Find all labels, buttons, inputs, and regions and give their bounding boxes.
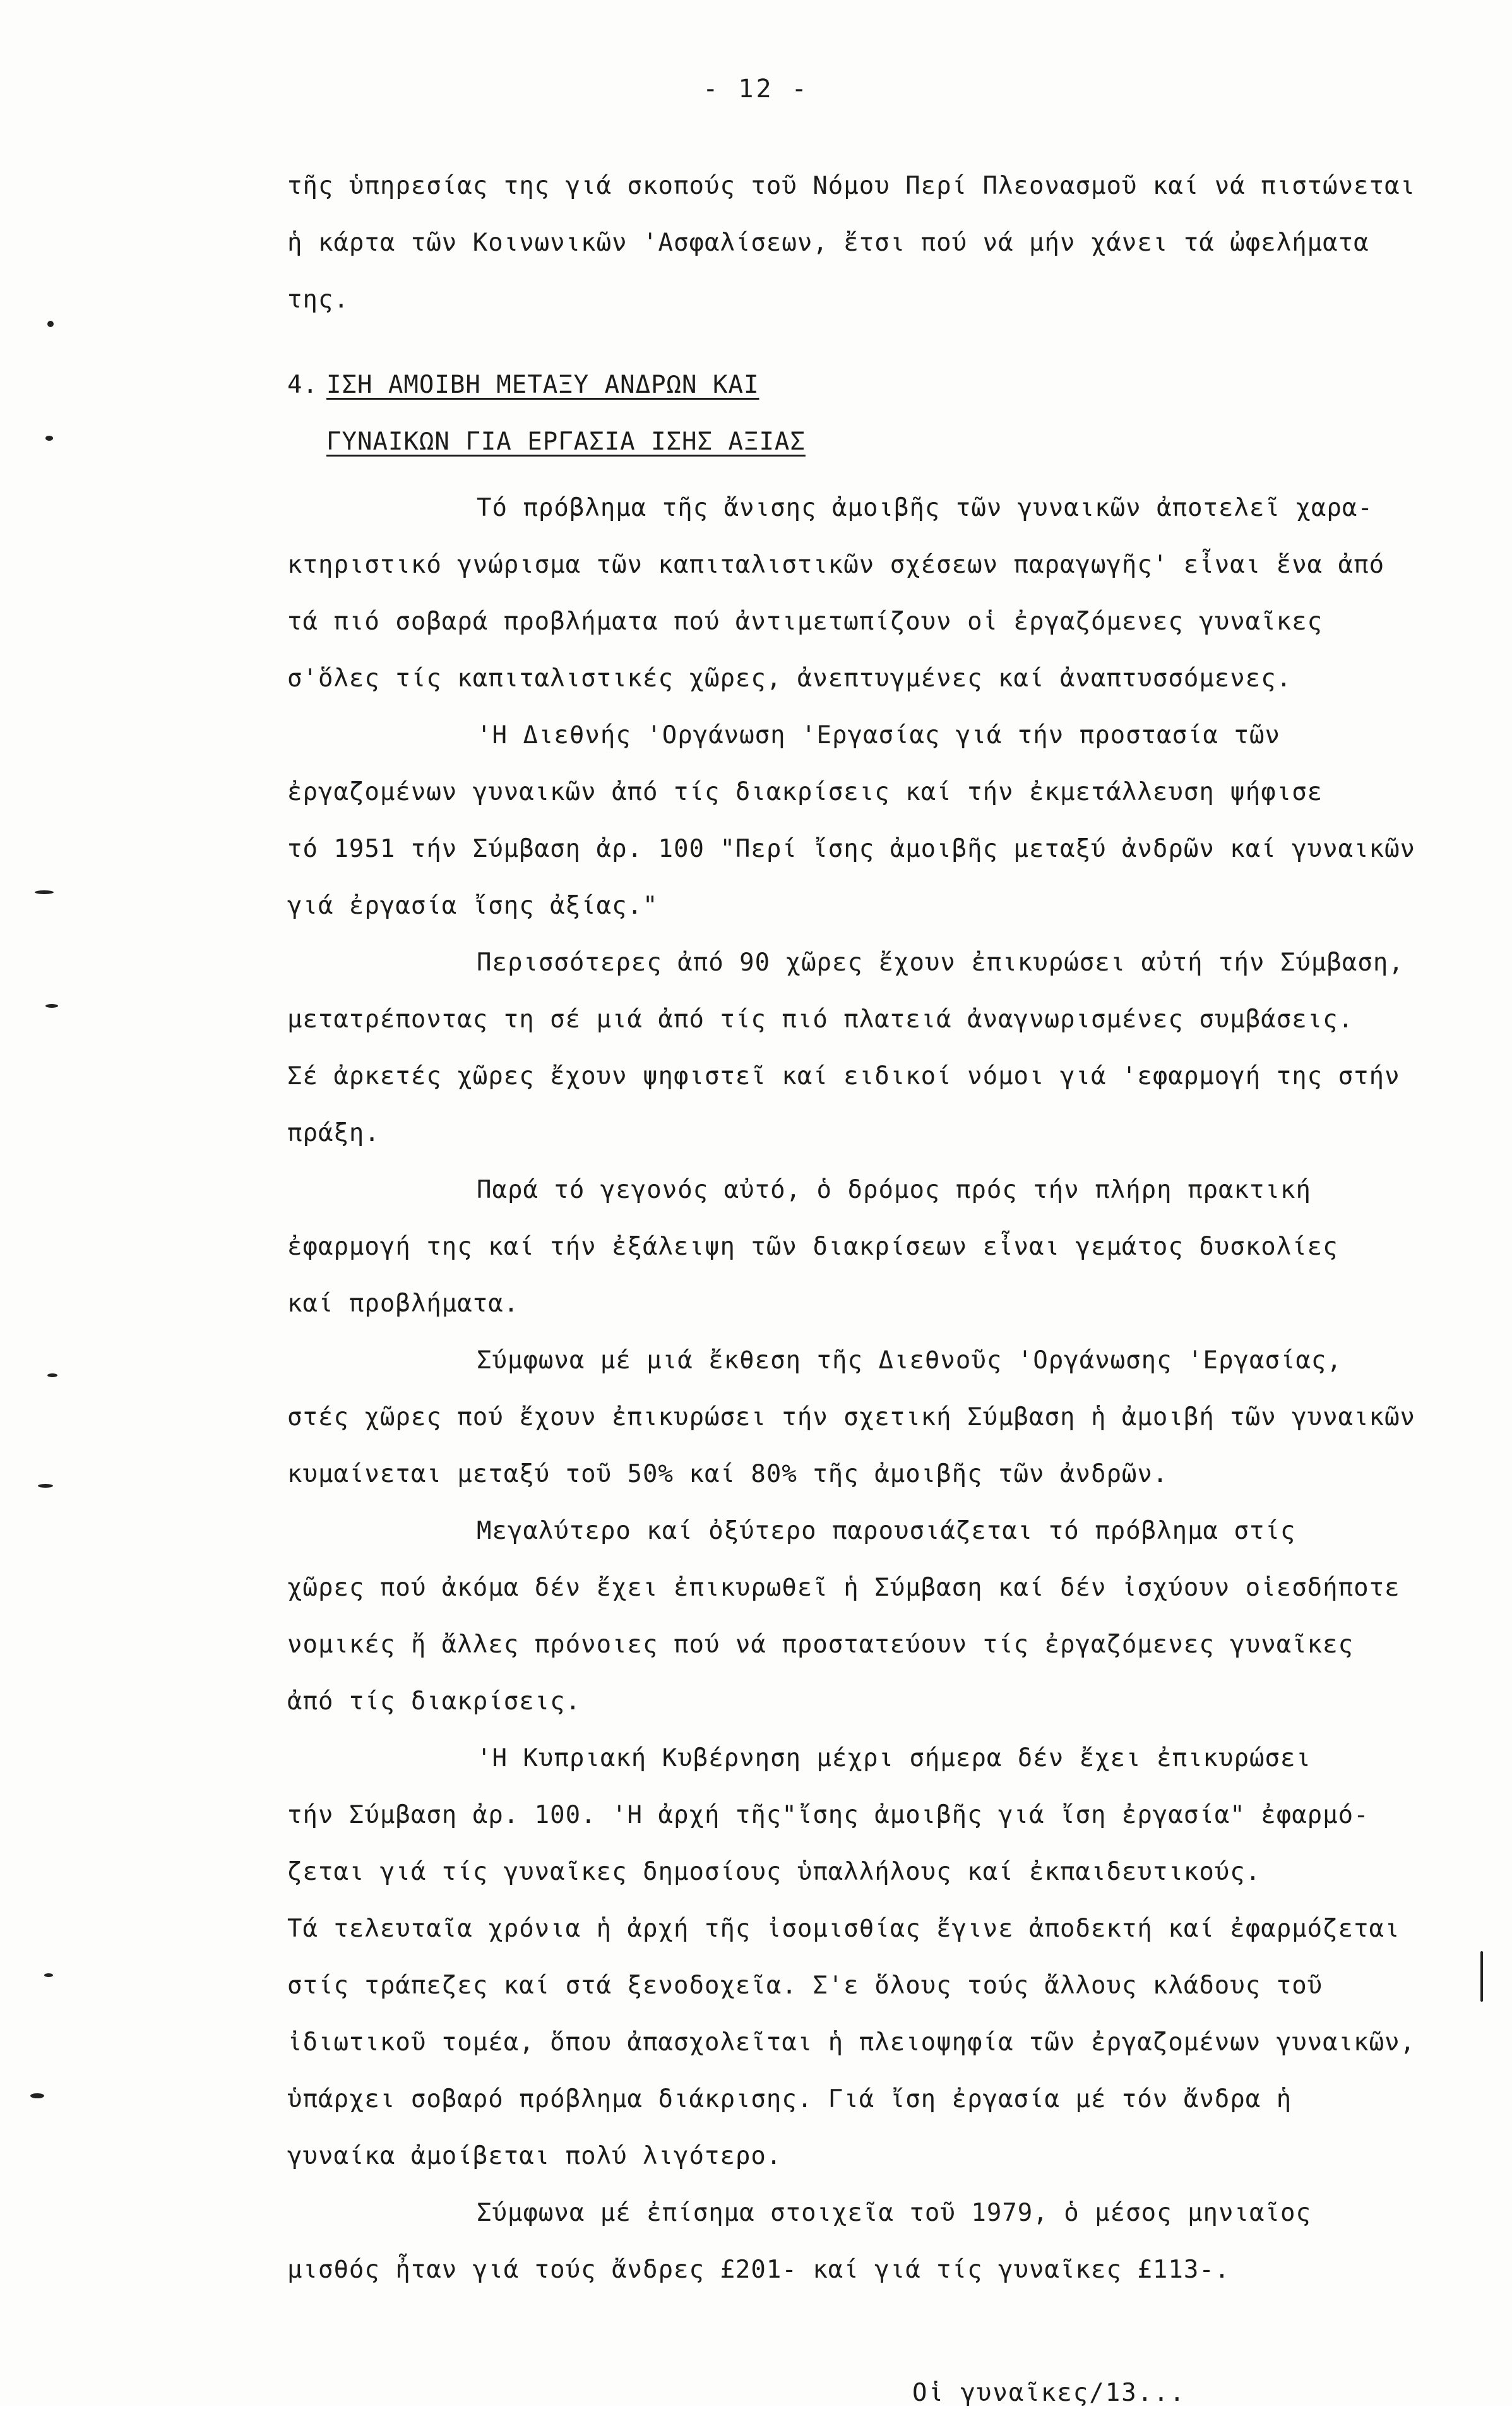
page-number: - 12 -: [703, 75, 809, 104]
text-line: Σέ ἀρκετές χῶρες ἔχουν ψηφιστεῖ καί ειδικοί νόμοι γιά 'εφαρμογή της στήν: [287, 1062, 1400, 1091]
paragraph-first-line: Σύμφωνα μέ ἐπίσημα στοιχεῖα τοῦ 1979, ὁ μέσος μηνιαῖος: [477, 2199, 1311, 2227]
scan-speck: [35, 890, 54, 894]
section-heading: [287, 357, 1455, 470]
section-body: [287, 480, 1455, 2298]
paragraph-first-line: 'Η Κυπριακή Κυβέρνηση μέχρι σήμερα δέν ἔχει ἐπικυρώσει: [477, 1744, 1311, 1772]
text-line: ζεται γιά τίς γυναῖκες δημοσίους ὑπαλλήλους καί ἐκπαιδευτικούς.: [287, 1858, 1261, 1886]
scan-speck: [45, 1004, 58, 1008]
intro-paragraph: [287, 158, 1455, 328]
text-line: ὑπάρχει σοβαρό πρόβλημα διάκρισης. Γιά ἴση ἐργασία μέ τόν ἄνδρα ἡ: [287, 2085, 1292, 2113]
scan-speck: [45, 436, 53, 441]
paragraph-first-line: Μεγαλύτερο καί ὀξύτερο παρουσιάζεται τό πρόβλημα στίς: [477, 1517, 1296, 1545]
text-line: σ'ὅλες τίς καπιταλιστικές χῶρες, ἀνεπτυγμένες καί ἀναπτυσσόμενες.: [287, 664, 1292, 693]
scan-speck: [47, 321, 54, 327]
section-title-line2: ΓΥΝΑΙΚΩΝ ΓΙΑ ΕΡΓΑΣΙΑ ΙΣΗΣ ΑΞΙΑΣ: [326, 427, 806, 456]
text-line: τό 1951 τήν Σύμβαση ἀρ. 100 "Περί ἴσης ἀμοιβῆς μεταξύ ἀνδρῶν καί γυναικῶν: [287, 835, 1416, 863]
text-line: ἡ κάρτα τῶν Κοινωνικῶν 'Ασφαλίσεων, ἔτσι πού νά μήν χάνει τά ὠφελήματα: [287, 229, 1369, 257]
scan-speck: [30, 2093, 44, 2098]
text-line: μισθός ἦταν γιά τούς ἄνδρες £201- καί γιά τίς γυναῖκες £113-.: [287, 2256, 1230, 2284]
paragraph-first-line: Σύμφωνα μέ μιά ἔκθεση τῆς Διεθνοῦς 'Οργάνωσης 'Εργασίας,: [477, 1346, 1342, 1375]
text-line: μετατρέποντας τη σέ μιά ἀπό τίς πιό πλατειά ἀναγνωρισμένες συμβάσεις.: [287, 1005, 1354, 1034]
text-line: Τά τελευταῖα χρόνια ἡ ἀρχή τῆς ἰσομισθίας ἔγινε ἀποδεκτή καί ἐφαρμόζεται: [287, 1915, 1400, 1943]
text-line: κτηριστικό γνώρισμα τῶν καπιταλιστικῶν σχέσεων παραγωγῆς' εἶναι ἕνα ἀπό: [287, 551, 1385, 579]
text-line: γιά ἐργασία ἴσης ἀξίας.": [287, 892, 658, 920]
paragraph-first-line: 'Η Διεθνής 'Οργάνωση 'Εργασίας γιά τήν προστασία τῶν: [477, 721, 1280, 750]
text-line: ἰδιωτικοῦ τομέα, ὅπου ἀπασχολεῖται ἡ πλειοψηφία τῶν ἐργαζομένων γυναικῶν,: [287, 2028, 1416, 2057]
continuation-note: Οἱ γυναῖκες/13...: [912, 2379, 1186, 2407]
text-line: ἐφαρμογή της καί τήν ἐξάλειψη τῶν διακρίσεων εἶναι γεμάτος δυσκολίες: [287, 1233, 1338, 1261]
text-line: της.: [287, 285, 349, 314]
section-number: 4.: [287, 371, 318, 399]
text-line: ἐργαζομένων γυναικῶν ἀπό τίς διακρίσεις καί τήν ἐκμετάλλευση ψήφισε: [287, 778, 1323, 806]
text-line: χῶρες πού ἀκόμα δέν ἔχει ἐπικυρωθεῖ ἡ Σύμβαση καί δέν ἰσχύουν οἱεσδήποτε: [287, 1574, 1400, 1602]
text-line: στίς τράπεζες καί στά ξενοδοχεῖα. Σ'ε ὅλους τούς ἄλλους κλάδους τοῦ: [287, 1971, 1323, 2000]
text-line: τήν Σύμβαση ἀρ. 100. 'Η ἀρχή τῆς"ἴσης ἀμοιβῆς γιά ἴση ἐργασία" ἐφαρμό-: [287, 1801, 1369, 1829]
text-line: νομικές ἤ ἄλλες πρόνοιες πού νά προστατεύουν τίς ἐργαζόμενες γυναῖκες: [287, 1630, 1354, 1659]
text-line: κυμαίνεται μεταξύ τοῦ 50% καί 80% τῆς ἀμοιβῆς τῶν ἀνδρῶν.: [287, 1460, 1169, 1488]
scan-speck: [38, 1484, 53, 1488]
paragraph-first-line: Παρά τό γεγονός αὐτό, ὁ δρόμος πρός τήν πλήρη πρακτική: [477, 1176, 1311, 1204]
text-line: στές χῶρες πού ἔχουν ἐπικυρώσει τήν σχετική Σύμβαση ἡ ἀμοιβή τῶν γυναικῶν: [287, 1403, 1416, 1432]
scan-speck: [44, 1973, 53, 1977]
paragraph-first-line: Περισσότερες ἀπό 90 χῶρες ἔχουν ἐπικυρώσει αὐτή τήν Σύμβαση,: [477, 948, 1404, 977]
text-line: τῆς ὑπηρεσίας της γιά σκοπούς τοῦ Νόμου Περί Πλεονασμοῦ καί νά πιστώνεται: [287, 172, 1416, 200]
text-line: πράξη.: [287, 1119, 380, 1147]
section-title-line1: ΙΣΗ ΑΜΟΙΒΗ ΜΕΤΑΞΥ ΑΝΔΡΩΝ ΚΑΙ: [326, 371, 759, 399]
scan-speck: [47, 1373, 57, 1377]
text-line: καί προβλήματα.: [287, 1289, 520, 1318]
scan-speck: [1480, 1951, 1483, 2002]
paragraph-first-line: Τό πρόβλημα τῆς ἄνισης ἀμοιβῆς τῶν γυναικῶν ἀποτελεῖ χαρα-: [477, 494, 1373, 522]
text-line: ἀπό τίς διακρίσεις.: [287, 1687, 581, 1716]
text-line: τά πιό σοβαρά προβλήματα πού ἀντιμετωπίζουν οἱ ἐργαζόμενες γυναῖκες: [287, 607, 1323, 636]
text-line: γυναίκα ἀμοίβεται πολύ λιγότερο.: [287, 2142, 782, 2170]
